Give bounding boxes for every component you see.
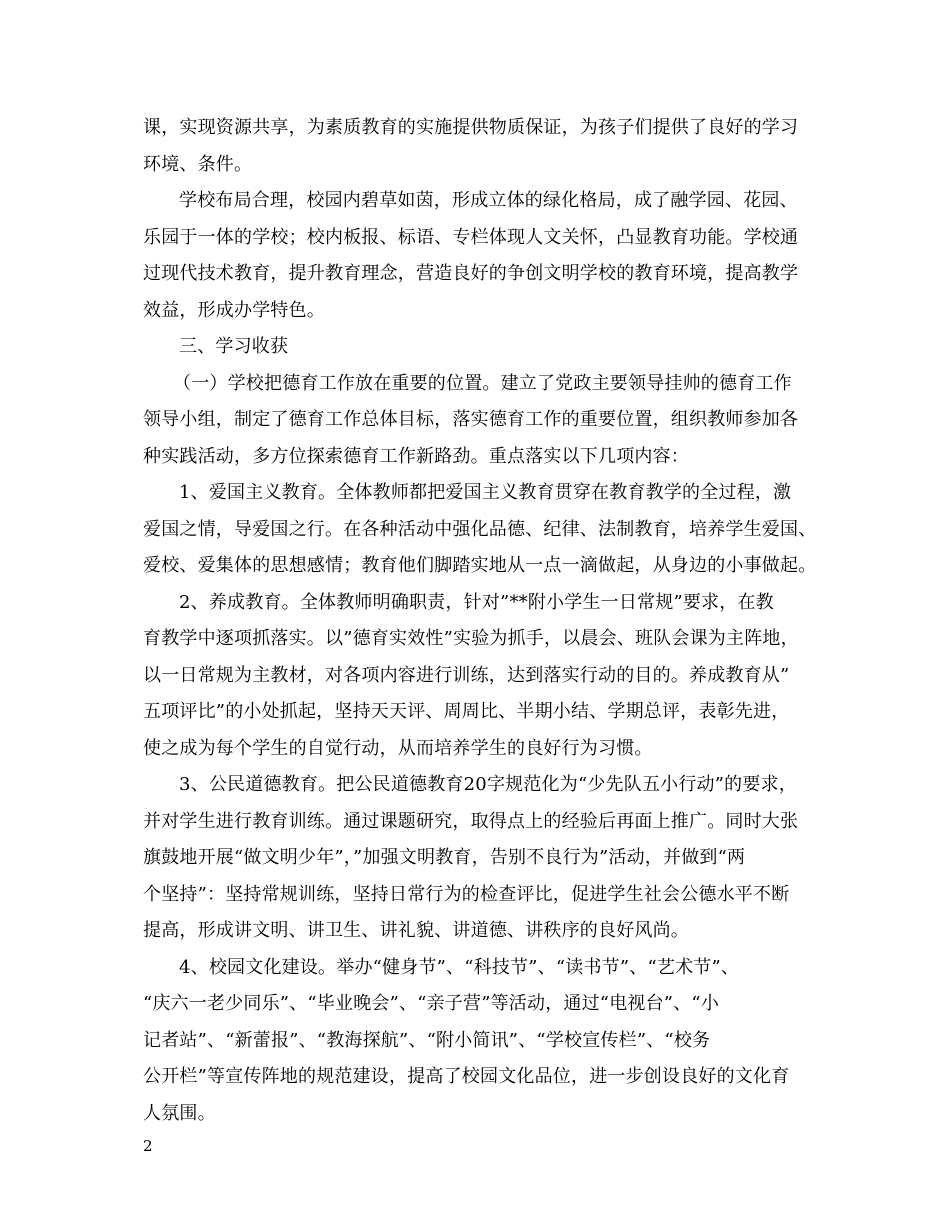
text-line: 记者站”、“新蕾报”、“教海探航”、“附小简讯”、“学校宣传栏”、“校务 <box>143 1029 711 1051</box>
text-line: 提高，形成讲文明、讲卫生、讲礼貌、讲道德、讲秩序的良好风尚。 <box>143 920 689 941</box>
text-line: 以一日常规为主教材，对各项内容进行训练，达到落实行动的目的。养成教育从” <box>143 664 790 686</box>
text-line: （一）学校把德育工作放在重要的位置。建立了党政主要领导挂帅的德育工作 <box>173 372 792 394</box>
text-line: 效益，形成办学特色。 <box>143 299 325 321</box>
text-line: 乐园于一体的学校；校内板报、标语、专栏体现人文关怀，凸显教育功能。学校通 <box>143 226 799 248</box>
text-line: 学校布局合理，校园内碧草如茵，形成立体的绿化格局，成了融学园、花园、 <box>179 190 798 211</box>
text-line: 使之成为每个学生的自觉行动，从而培养学生的良好行为习惯。 <box>143 737 653 759</box>
text-line: 3、公民道德教育。把公民道德教育20字规范化为“少先队五小行动”的要求， <box>179 774 797 795</box>
text-line: “庆六一老少同乐”、“毕业晚会”、“亲子营”等活动，通过“电视台”、“小 <box>143 993 720 1014</box>
text-line: 领导小组，制定了德育工作总体目标，落实德育工作的重要位置，组织教师参加各 <box>143 409 799 430</box>
text-line: 爱校、爱集体的思想感情；教育他们脚踏实地从一点一滴做起，从身边的小事做起。 <box>143 555 817 576</box>
text-line: 种实践活动，多方位探索德育工作新路劲。重点落实以下几项内容： <box>143 445 689 467</box>
page-number: 2 <box>143 1137 153 1155</box>
text-line: 课，实现资源共享，为素质教育的实施提供物质保证，为孩子们提供了良好的学习 <box>143 117 799 138</box>
text-line: 并对学生进行教育训练。通过课题研究，取得点上的经验后再面上推广。同时大张 <box>143 810 799 832</box>
text-line: 公开栏”等宣传阵地的规范建设，提高了校园文化品位，进一步创设良好的文化育 <box>143 1066 790 1087</box>
text-line: 三、学习收获 <box>179 336 289 357</box>
text-line: 旗鼓地开展“做文明少年”，”加强文明教育，告别不良行为”活动，并做到“两 <box>143 847 746 868</box>
text-line: 爱国之情，导爱国之行。在各种活动中强化品德、纪律、法制教育，培养学生爱国、 <box>143 518 817 540</box>
text-line: 4、校园文化建设。举办“健身节”、“科技节”、“读书节”、“艺术节”、 <box>179 956 740 978</box>
document-body <box>143 110 817 1132</box>
text-line: 环境、条件。 <box>143 153 253 175</box>
text-line: 2、养成教育。全体教师明确职责，针对”**附小学生一日常规”要求，在教 <box>179 591 774 613</box>
text-line: 人氛围。 <box>143 1102 216 1124</box>
text-line: 1、爱国主义教育。全体教师都把爱国主义教育贯穿在教育教学的全过程，激 <box>179 482 792 503</box>
text-line: 个坚持”：坚持常规训练，坚持日常行为的检查评比，促进学生社会公德水平不断 <box>143 883 790 905</box>
text-line: 过现代技术教育，提升教育理念，营造良好的争创文明学校的教育环境，提高教学 <box>143 263 799 284</box>
text-line: 五项评比”的小处抓起，坚持天天评、周周比、半期小结、学期总评，表彰先进， <box>143 701 790 722</box>
text-line: 育教学中逐项抓落实。以”德育实效性”实验为抓手，以晨会、班队会课为主阵地， <box>143 628 799 649</box>
